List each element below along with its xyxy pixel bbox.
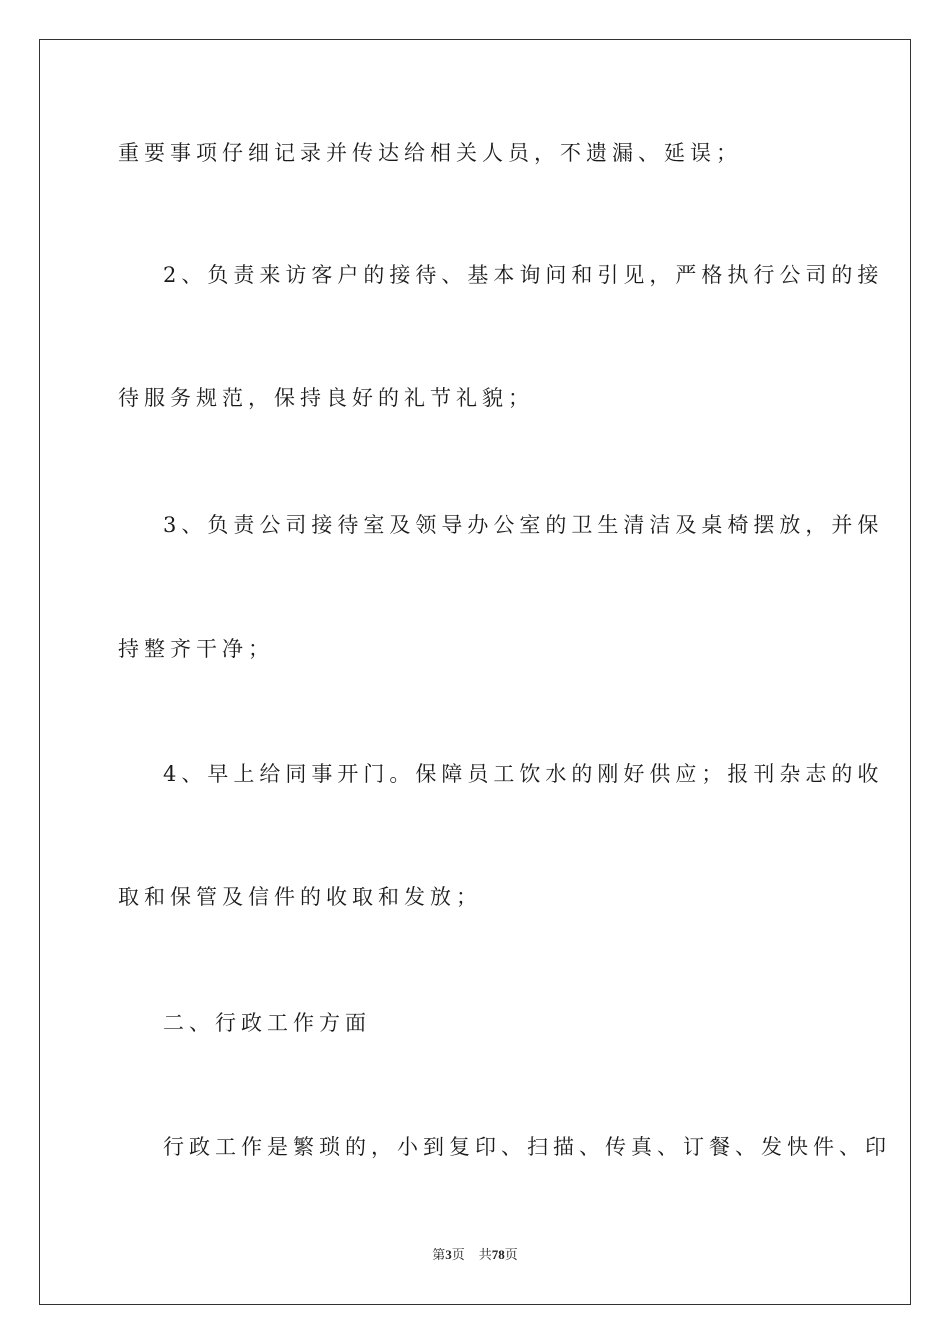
total-pages: 78 [491, 1247, 505, 1262]
body-line-3: 待服务规范，保持良好的礼节礼貌； [118, 386, 534, 410]
total-prefix: 共 [478, 1247, 492, 1262]
page-frame [39, 39, 911, 1305]
page-prefix: 第 [432, 1247, 446, 1262]
body-line-1: 重要事项仔细记录并传达给相关人员，不遗漏、延误； [118, 141, 742, 165]
body-line-6: 4、早上给同事开门。保障员工饮水的刚好供应；报刊杂志的收 [163, 762, 884, 786]
body-line-2: 2、负责来访客户的接待、基本询问和引见，严格执行公司的接 [163, 263, 884, 287]
body-line-9: 行政工作是繁琐的，小到复印、扫描、传真、订餐、发快件、印 [163, 1135, 891, 1159]
section-heading: 二、行政工作方面 [163, 1011, 371, 1035]
body-line-5: 持整齐干净； [118, 637, 274, 661]
body-line-7: 取和保管及信件的收取和发放； [118, 885, 482, 909]
page-suffix: 页 [451, 1247, 465, 1262]
page-footer [0, 1247, 950, 1263]
body-line-4: 3、负责公司接待室及领导办公室的卫生清洁及桌椅摆放，并保 [163, 513, 884, 537]
page-number: 3 [445, 1247, 452, 1262]
total-suffix: 页 [504, 1247, 518, 1262]
